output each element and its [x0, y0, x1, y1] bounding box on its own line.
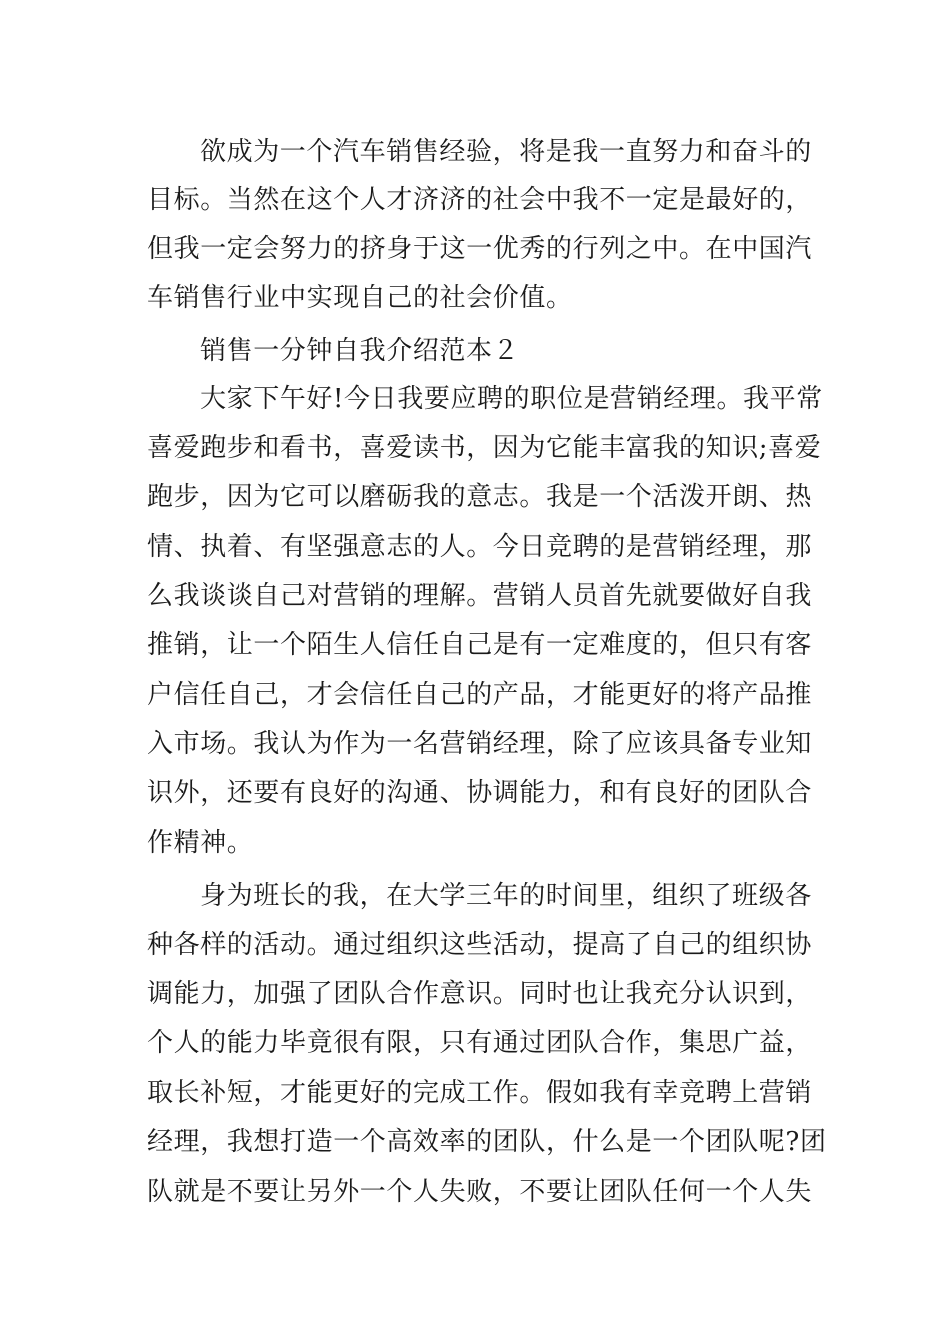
paragraph-line: 身为班长的我，在大学三年的时间里，组织了班级各 [200, 881, 812, 911]
paragraph-line: 种各样的活动。通过组织这些活动，提高了自己的组织协 [147, 930, 813, 960]
paragraph-line: 作精神。 [147, 828, 254, 858]
paragraph-line: 大家下午好!今日我要应聘的职位是营销经理。我平常 [200, 384, 823, 414]
paragraph-line: 但我一定会努力的挤身于这一优秀的行列之中。在中国汽 [147, 234, 813, 264]
paragraph-line: 经理，我想打造一个高效率的团队，什么是一个团队呢?团 [147, 1127, 827, 1157]
paragraph-line: 队就是不要让另外一个人失败，不要让团队任何一个人失 [147, 1177, 813, 1207]
paragraph-line: 喜爱跑步和看书，喜爱读书，因为它能丰富我的知识;喜爱 [147, 433, 822, 463]
paragraph-line: 个人的能力毕竟很有限，只有通过团队合作，集思广益， [147, 1028, 813, 1058]
paragraph-line: 跑步，因为它可以磨砺我的意志。我是一个活泼开朗、热 [147, 482, 813, 512]
section-heading: 销售一分钟自我介绍范本２ [200, 336, 520, 366]
paragraph-line: 入市场。我认为作为一名营销经理，除了应该具备专业知 [147, 729, 813, 759]
paragraph-line: 目标。当然在这个人才济济的社会中我不一定是最好的， [147, 185, 813, 215]
paragraph-line: 欲成为一个汽车销售经验，将是我一直努力和奋斗的 [200, 137, 812, 167]
paragraph-line: 车销售行业中实现自己的社会价值。 [147, 283, 573, 313]
paragraph-line: 推销，让一个陌生人信任自己是有一定难度的，但只有客 [147, 630, 813, 660]
paragraph-line: 户信任自己，才会信任自己的产品，才能更好的将产品推 [147, 680, 813, 710]
paragraph-line: 调能力，加强了团队合作意识。同时也让我充分认识到， [147, 979, 813, 1009]
paragraph-line: 情、执着、有坚强意志的人。今日竞聘的是营销经理，那 [147, 532, 813, 562]
paragraph-line: 取长补短，才能更好的完成工作。假如我有幸竞聘上营销 [147, 1078, 813, 1108]
paragraph-line: 识外，还要有良好的沟通、协调能力，和有良好的团队合 [147, 778, 813, 808]
paragraph-line: 么我谈谈自己对营销的理解。营销人员首先就要做好自我 [147, 581, 813, 611]
